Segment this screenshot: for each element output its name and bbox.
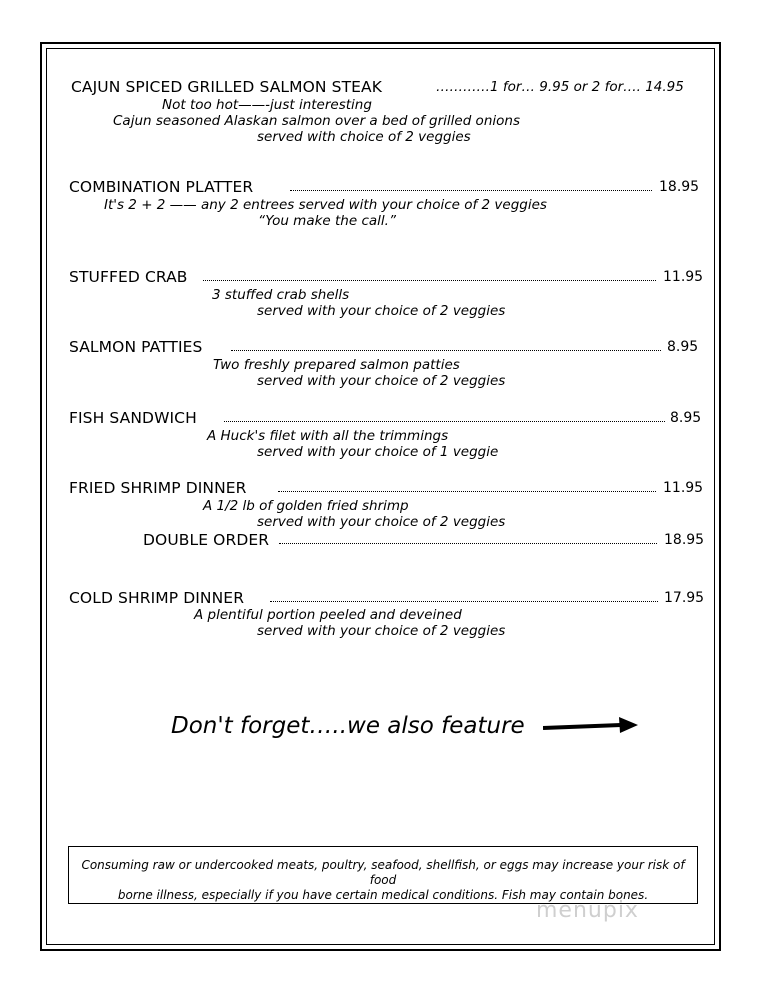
item-cajun-salmon-desc-2: Cajun seasoned Alaskan salmon over a bed of grilled onions <box>113 113 520 129</box>
dot-leader <box>224 421 665 422</box>
item-stuffed-crab-price: 11.95 <box>663 269 704 285</box>
dot-leader <box>279 543 657 544</box>
item-salmon-patties-desc-1: Two freshly prepared salmon patties <box>213 357 460 373</box>
item-fish-sandwich-desc-2: served with your choice of 1 veggie <box>257 444 499 460</box>
item-cold-shrimp-price: 17.95 <box>664 590 705 606</box>
item-stuffed-crab-desc-1: 3 stuffed crab shells <box>212 287 350 303</box>
item-cold-shrimp-desc-1: A plentiful portion peeled and deveined <box>194 607 462 623</box>
item-cajun-salmon-name: CAJUN SPICED GRILLED SALMON STEAK <box>71 78 383 96</box>
item-fried-shrimp-name: FRIED SHRIMP DINNER <box>69 479 247 497</box>
item-fried-shrimp-price: 11.95 <box>663 480 704 496</box>
item-cold-shrimp-desc-2: served with your choice of 2 veggies <box>257 623 506 639</box>
item-stuffed-crab-desc-2: served with your choice of 2 veggies <box>257 303 506 319</box>
item-combination-platter-name: COMBINATION PLATTER <box>69 178 254 196</box>
item-salmon-patties-desc-2: served with your choice of 2 veggies <box>257 373 506 389</box>
item-cajun-salmon-price: …………1 for… 9.95 or 2 for…. 14.95 <box>436 79 684 95</box>
item-salmon-patties-name: SALMON PATTIES <box>69 338 203 356</box>
dot-leader <box>290 190 652 191</box>
item-combination-platter-desc-1: It's 2 + 2 —— any 2 entrees served with your choice of 2 veggies <box>104 197 547 213</box>
item-double-order-name: DOUBLE ORDER <box>143 531 270 549</box>
right-arrow-icon <box>543 712 638 742</box>
dot-leader <box>231 350 661 351</box>
item-fried-shrimp-desc-2: served with your choice of 2 veggies <box>257 514 506 530</box>
notice-line-1: Consuming raw or undercooked meats, poultry, seafood, shellfish, or eggs may increase your risk of food <box>81 858 685 887</box>
item-cajun-salmon-desc-1: Not too hot——-just interesting <box>162 97 372 113</box>
item-double-order-price: 18.95 <box>664 532 705 548</box>
feature-tagline: Don't forget…..we also feature <box>171 713 525 739</box>
dot-leader <box>270 601 658 602</box>
food-safety-notice <box>68 846 698 904</box>
item-fried-shrimp-desc-1: A 1/2 lb of golden fried shrimp <box>203 498 409 514</box>
item-stuffed-crab-name: STUFFED CRAB <box>69 268 188 286</box>
notice-line-2: borne illness, especially if you have certain medical conditions. Fish may contain bones. <box>117 888 649 902</box>
item-cajun-salmon-desc-3: served with choice of 2 veggies <box>257 129 471 145</box>
item-fish-sandwich-name: FISH SANDWICH <box>69 409 197 427</box>
watermark: menupix <box>536 898 639 923</box>
item-combination-platter-price: 18.95 <box>659 179 700 195</box>
dot-leader <box>203 280 656 281</box>
item-fish-sandwich-desc-1: A Huck's filet with all the trimmings <box>207 428 449 444</box>
dot-leader <box>278 491 656 492</box>
item-fish-sandwich-price: 8.95 <box>670 410 702 426</box>
item-cold-shrimp-name: COLD SHRIMP DINNER <box>69 589 245 607</box>
item-salmon-patties-price: 8.95 <box>667 339 699 355</box>
item-combination-platter-desc-2: “You make the call.” <box>258 213 396 229</box>
